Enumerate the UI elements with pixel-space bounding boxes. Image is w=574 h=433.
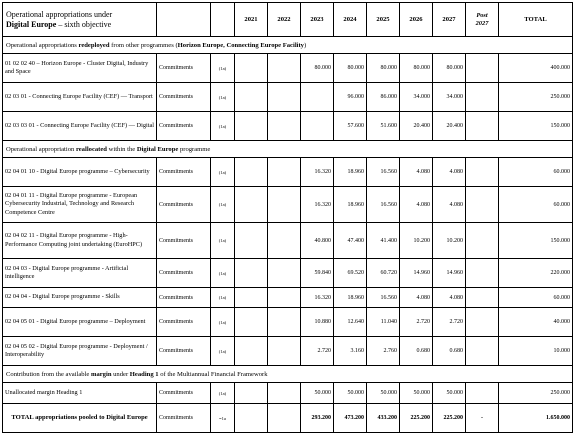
row-description: 01 02 02 40 – Horizon Europe - Cluster Digital, Industry and Space — [3, 54, 157, 83]
row-description: Unallocated margin Heading 1 — [3, 383, 157, 404]
header-year-2027: 2027 — [433, 3, 466, 37]
value-cell — [235, 337, 268, 366]
value-cell: 225.200 — [433, 404, 466, 433]
value-cell — [235, 112, 268, 141]
table-row — [3, 337, 573, 366]
row-kind: Commitments — [157, 223, 211, 259]
row-description: 02 04 05 01 - Digital Europe programme – Deployment — [3, 308, 157, 337]
header-title-cell — [3, 3, 157, 37]
value-cell — [268, 112, 301, 141]
row-total: 60.000 — [499, 288, 573, 308]
value-cell: 18.960 — [334, 187, 367, 223]
value-cell: 16.320 — [301, 187, 334, 223]
value-cell: 3.160 — [334, 337, 367, 366]
value-cell — [466, 112, 499, 141]
section-text-part: Heading 1 — [129, 370, 159, 378]
value-cell — [466, 288, 499, 308]
row-kind: Commitments — [157, 383, 211, 404]
row-kind: Commitments — [157, 288, 211, 308]
value-cell — [466, 383, 499, 404]
header-title-line1: Operational appropriations under — [6, 9, 113, 19]
row-heading-mark: (1a) — [211, 308, 235, 337]
value-cell: 16.560 — [367, 158, 400, 187]
value-cell — [301, 83, 334, 112]
value-cell — [268, 158, 301, 187]
table-row — [3, 54, 573, 83]
value-cell — [466, 337, 499, 366]
value-cell: 2.720 — [400, 308, 433, 337]
value-cell — [235, 259, 268, 288]
value-cell: - — [466, 404, 499, 433]
value-cell: 473.200 — [334, 404, 367, 433]
value-cell: 433.200 — [367, 404, 400, 433]
value-cell: 18.960 — [334, 288, 367, 308]
value-cell — [466, 259, 499, 288]
value-cell: 4.080 — [400, 288, 433, 308]
value-cell: 69.520 — [334, 259, 367, 288]
value-cell — [235, 288, 268, 308]
value-cell: 80.000 — [367, 54, 400, 83]
table-row — [3, 308, 573, 337]
section-text-part: redeployed — [78, 41, 110, 49]
section-heading-redeployed — [3, 37, 573, 54]
value-cell — [268, 308, 301, 337]
value-cell: 57.600 — [334, 112, 367, 141]
row-total: 10.000 — [499, 337, 573, 366]
header-total: TOTAL — [499, 3, 573, 37]
value-cell: 4.080 — [433, 288, 466, 308]
header-title-bold: Digital Europe — [6, 19, 57, 29]
value-cell: 16.320 — [301, 288, 334, 308]
appropriations-table — [2, 2, 573, 433]
row-kind: Commitments — [157, 337, 211, 366]
value-cell: 16.560 — [367, 187, 400, 223]
row-heading-mark: (1a) — [211, 187, 235, 223]
row-description: 02 04 04 - Digital Europe programme - Skills — [3, 288, 157, 308]
row-heading-mark: (1a) — [211, 158, 235, 187]
value-cell — [268, 383, 301, 404]
row-description: 02 03 03 01 - Connecting Europe Facility (CEF) — Digital — [3, 112, 157, 141]
value-cell: 14.960 — [400, 259, 433, 288]
value-cell — [268, 54, 301, 83]
value-cell — [466, 187, 499, 223]
header-year-2024: 2024 — [334, 3, 367, 37]
value-cell: 11.040 — [367, 308, 400, 337]
row-total: 250.000 — [499, 83, 573, 112]
section-text-part: Horizon Europe, Connecting Europe Facility — [177, 41, 304, 49]
row-heading-mark: (1a) — [211, 83, 235, 112]
value-cell: 34.000 — [400, 83, 433, 112]
row-kind: Commitments — [157, 187, 211, 223]
value-cell — [235, 187, 268, 223]
value-cell — [235, 158, 268, 187]
value-cell — [268, 337, 301, 366]
section-text-part: from other programmes ( — [109, 41, 178, 49]
value-cell: 4.080 — [433, 158, 466, 187]
value-cell: 4.080 — [400, 158, 433, 187]
value-cell: 20.400 — [433, 112, 466, 141]
value-cell — [466, 83, 499, 112]
value-cell: 20.400 — [400, 112, 433, 141]
row-total: 220.000 — [499, 259, 573, 288]
value-cell — [235, 404, 268, 433]
row-heading-mark: (1a) — [211, 337, 235, 366]
row-kind: Commitments — [157, 404, 211, 433]
header-post-line1: Post — [476, 11, 488, 19]
value-cell — [301, 112, 334, 141]
row-total: 250.000 — [499, 383, 573, 404]
row-kind: Commitments — [157, 158, 211, 187]
section-text-part: under — [111, 370, 130, 378]
header-post-line2: 2027 — [475, 19, 489, 27]
value-cell — [235, 54, 268, 83]
section-text-part: Digital Europe — [136, 145, 179, 153]
value-cell: 293.200 — [301, 404, 334, 433]
value-cell: 0.680 — [400, 337, 433, 366]
value-cell: 96.000 — [334, 83, 367, 112]
section-text-part: of the Multiannual Financial Framework — [158, 370, 268, 378]
row-description: 02 04 05 02 - Digital Europe programme - Deployment / Interoperability — [3, 337, 157, 366]
total-description: TOTAL appropriations pooled to Digital Europe — [3, 404, 157, 433]
row-kind: Commitments — [157, 112, 211, 141]
table-row — [3, 288, 573, 308]
value-cell — [235, 223, 268, 259]
table-row — [3, 383, 573, 404]
value-cell: 47.400 — [334, 223, 367, 259]
value-cell: 50.000 — [334, 383, 367, 404]
value-cell: 80.000 — [433, 54, 466, 83]
row-heading-mark: (1a) — [211, 223, 235, 259]
value-cell: 225.200 — [400, 404, 433, 433]
header-year-2026: 2026 — [400, 3, 433, 37]
header-row — [3, 3, 573, 37]
value-cell: 16.560 — [367, 288, 400, 308]
value-cell: 80.000 — [400, 54, 433, 83]
value-cell — [268, 259, 301, 288]
row-description: 02 04 01 10 - Digital Europe programme – Cybersecurity — [3, 158, 157, 187]
row-total: 60.000 — [499, 158, 573, 187]
value-cell: 80.000 — [334, 54, 367, 83]
value-cell: 10.200 — [400, 223, 433, 259]
value-cell: 4.080 — [433, 187, 466, 223]
row-total: 1.650.000 — [499, 404, 573, 433]
value-cell — [466, 158, 499, 187]
header-year-2022: 2022 — [268, 3, 301, 37]
header-year-2021: 2021 — [235, 3, 268, 37]
table-row — [3, 83, 573, 112]
value-cell: 60.720 — [367, 259, 400, 288]
value-cell: 18.960 — [334, 158, 367, 187]
value-cell: 86.000 — [367, 83, 400, 112]
section-row-margin — [3, 366, 573, 383]
row-heading-mark: (1a) — [211, 112, 235, 141]
section-text-part: reallocated — [75, 145, 107, 153]
row-total: 400.000 — [499, 54, 573, 83]
value-cell: 80.000 — [301, 54, 334, 83]
value-cell — [466, 308, 499, 337]
section-text-part: Operational appropriations — [6, 41, 79, 49]
value-cell: 4.080 — [400, 187, 433, 223]
row-heading-mark: (1a) — [211, 259, 235, 288]
header-blank-kind — [157, 3, 211, 37]
value-cell: 10.200 — [433, 223, 466, 259]
value-cell: 51.600 — [367, 112, 400, 141]
row-heading-mark: (1a) — [211, 383, 235, 404]
value-cell: 2.760 — [367, 337, 400, 366]
row-total: 150.000 — [499, 223, 573, 259]
section-heading-margin — [3, 366, 573, 383]
value-cell — [466, 54, 499, 83]
value-cell — [235, 308, 268, 337]
value-cell — [268, 223, 301, 259]
value-cell: 50.000 — [301, 383, 334, 404]
value-cell: 10.880 — [301, 308, 334, 337]
header-blank-mark — [211, 3, 235, 37]
value-cell — [268, 187, 301, 223]
section-row-reallocated — [3, 141, 573, 158]
value-cell — [268, 83, 301, 112]
table-row — [3, 259, 573, 288]
value-cell: 2.720 — [301, 337, 334, 366]
row-total: 40.000 — [499, 308, 573, 337]
row-total: 150.000 — [499, 112, 573, 141]
value-cell: 16.320 — [301, 158, 334, 187]
table-row — [3, 112, 573, 141]
table-row — [3, 158, 573, 187]
header-title-rest: – sixth objective — [56, 19, 112, 29]
header-year-2025: 2025 — [367, 3, 400, 37]
row-total: 60.000 — [499, 187, 573, 223]
value-cell: 50.000 — [367, 383, 400, 404]
header-year-2023: 2023 — [301, 3, 334, 37]
value-cell: 14.960 — [433, 259, 466, 288]
value-cell: 50.000 — [400, 383, 433, 404]
total-row — [3, 404, 573, 433]
row-description: 02 04 02 11 - Digital Europe programme - High-Performance Computing joint undertaking (EuroHPC) — [3, 223, 157, 259]
value-cell — [466, 223, 499, 259]
value-cell: 12.640 — [334, 308, 367, 337]
section-text-part: programme — [178, 145, 211, 153]
value-cell — [235, 383, 268, 404]
section-text-part: ) — [303, 41, 307, 49]
value-cell: 40.800 — [301, 223, 334, 259]
value-cell — [235, 83, 268, 112]
value-cell: 2.720 — [433, 308, 466, 337]
row-heading-mark: (1a) — [211, 288, 235, 308]
value-cell: 0.680 — [433, 337, 466, 366]
value-cell: 34.000 — [433, 83, 466, 112]
value-cell — [268, 288, 301, 308]
section-row-redeployed — [3, 37, 573, 54]
row-description: 02 04 01 11 - Digital Europe programme - European Cybersecurity Industrial, Technology and Research Competence Centre — [3, 187, 157, 223]
value-cell: 50.000 — [433, 383, 466, 404]
row-kind: Commitments — [157, 83, 211, 112]
table-row — [3, 223, 573, 259]
row-kind: Commitments — [157, 308, 211, 337]
row-kind: Commitments — [157, 259, 211, 288]
value-cell — [268, 404, 301, 433]
table-row — [3, 187, 573, 223]
row-heading-mark: =1a — [211, 404, 235, 433]
section-text-part: margin — [90, 370, 112, 378]
section-text-part: within the — [106, 145, 137, 153]
row-heading-mark: (1a) — [211, 54, 235, 83]
row-description: 02 03 01 - Connecting Europe Facility (CEF) — Transport — [3, 83, 157, 112]
section-text-part: Contribution from the available — [6, 370, 91, 378]
section-text-part: Operational appropriation — [6, 145, 76, 153]
section-heading-reallocated — [3, 141, 573, 158]
value-cell: 59.840 — [301, 259, 334, 288]
value-cell: 41.400 — [367, 223, 400, 259]
row-description: 02 04 03 - Digital Europe programme - Artificial intelligence — [3, 259, 157, 288]
header-post-2027 — [466, 3, 499, 37]
row-kind: Commitments — [157, 54, 211, 83]
